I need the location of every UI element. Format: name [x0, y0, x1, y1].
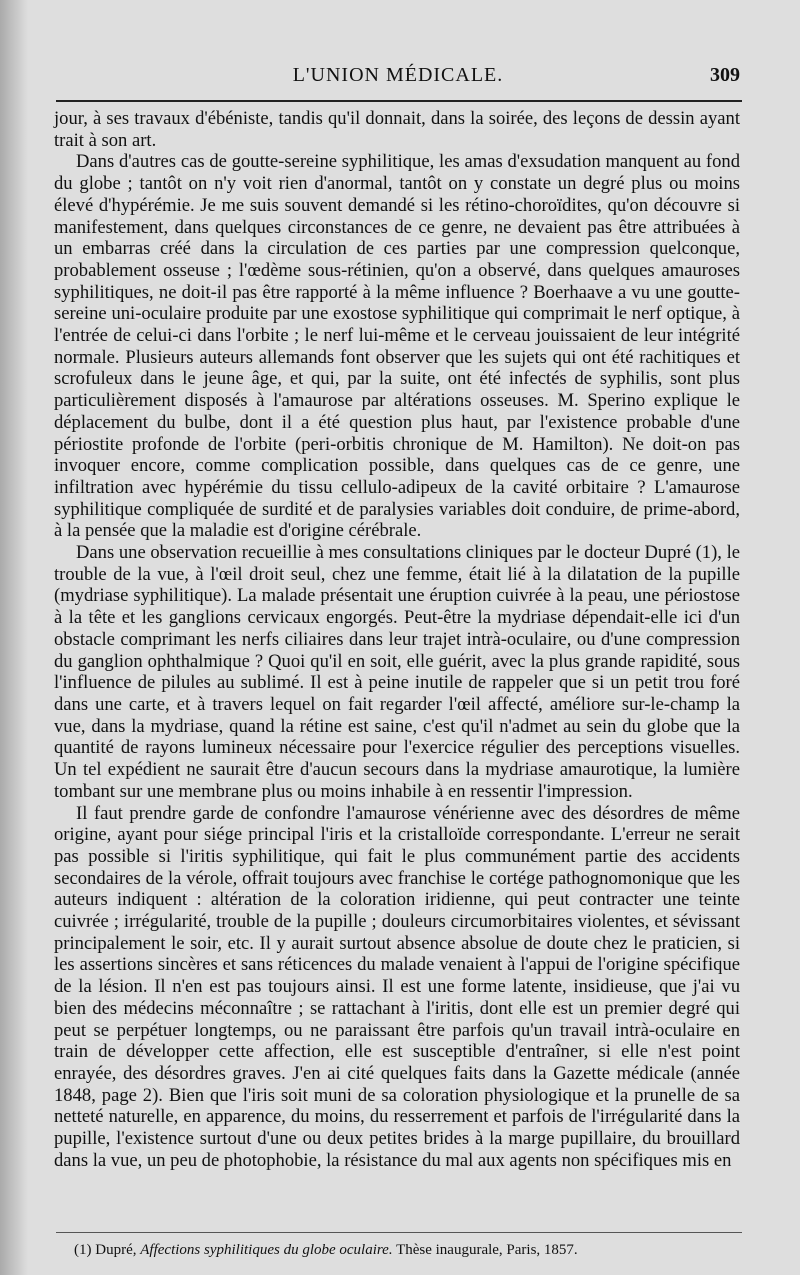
footnote — [74, 1240, 734, 1260]
page-number: 309 — [710, 64, 740, 86]
header-rule — [56, 100, 742, 102]
journal-title: L'UNION MÉDICALE. — [292, 64, 504, 86]
paragraph-2: Dans d'autres cas de goutte-sereine syphilitique, les amas d'exsudation manquent au fond du globe ; tantôt on n'y voit rien d'anormal, tantôt on y constate un degré plus ou moins élevé d'hypérémie. Je me suis souvent demandé si les rétino-choroïdites, qu'on découvre si manifestement, dans quelques circonstances de ce genre, ne devaient pas être attribuées à un embarras créé dans la circulation de ces parties par une compression quelconque, probablement osseuse ; l'œdème sous-rétinien, qu'on a observé, dans quelques amauroses syphilitiques, ne doit-il pas être rapporté à la même influence ? Boerhaave a vu une goutte-sereine uni-oculaire produite par une exostose syphilitique qui comprimait le nerf optique, à l'entrée de celui-ci dans l'orbite ; le nerf lui-même et le cerveau jouissaient de leur intégrité normale. Plusieurs auteurs allemands font observer que les sujets qui ont été rachitiques et scrofuleux dans le jeune âge, et qui, par la suite, ont été infectés de syphilis, sont plus particulièrement disposés à l'amaurose par altérations osseuses. M. Sperino explique le déplacement du bulbe, dont il a été question plus haut, par l'existence probable d'une périostite profonde de l'orbite (peri-orbitis chronique de M. Hamilton). Ne doit-on pas invoquer encore, comme complication possible, dans quelques cas de ce genre, une infiltration avec hypérémie du tissu cellulo-adipeux de la cavité orbitaire ? L'amaurose syphilitique compliquée de surdité et de paralysies variables doit conduire, de prime-abord, à la pensée que la maladie est d'origine cérébrale. — [54, 151, 740, 542]
footnote-marker: (1) — [74, 1242, 92, 1258]
footnote-rest: Thèse inaugurale, Paris, 1857. — [396, 1242, 578, 1258]
footnote-title: Affections syphilitiques du globe oculaire. — [140, 1242, 393, 1258]
footnote-author: Dupré, — [95, 1242, 137, 1258]
footnote-rule — [56, 1232, 742, 1233]
paragraph-4: Il faut prendre garde de confondre l'amaurose vénérienne avec des désordres de même origine, ayant pour siége principal l'iris et la cristalloïde correspondante. L'erreur ne serait pas possible si l'iritis syphilitique, qui fait le plus communément partie des accidents secondaires de la vérole, offrait toujours avec franchise le cortége pathognomonique que les auteurs indiquent : altération de la coloration iridienne, qui peut contracter une teinte cuivrée ; irrégularité, trouble de la pupille ; douleurs circumorbitaires violentes, et sévissant principalement le soir, etc. Il y aurait surtout absence absolue de doute chez le praticien, si les assertions sincères et sans réticences du malade venaient à l'appui de l'origine spécifique de la lésion. Il n'en est pas toujours ainsi. Il est une forme latente, insidieuse, que j'ai vu bien des médecins méconnaître ; se rattachant à l'iritis, dont elle est un premier degré qui peut se perpétuer longtemps, ou ne paraissant être parfois qu'un travail intrà-oculaire en train de développer cette affection, elle est susceptible d'entraîner, si elle n'est point enrayée, des désordres graves. J'en ai cité quelques faits dans la Gazette médicale (année 1848, page 2). Bien que l'iris soit muni de sa coloration physiologique et la prunelle de sa netteté naturelle, en apparence, du moins, du resserrement et parfois de l'irrégularité dans la pupille, l'existence surtout d'une ou deux petites brides à la marge pupillaire, du brouillard dans la vue, un peu de photophobie, la résistance du mal aux agents non spécifiques mis en — [54, 802, 740, 1171]
paragraph-3: Dans une observation recueillie à mes consultations cliniques par le docteur Dupré (1), le trouble de la vue, à l'œil droit seul, chez une femme, était lié à la dilatation de la pupille (mydriase syphilitique). La malade présentait une éruption cuivrée à la peau, une périostose à la tête et les ganglions cervicaux engorgés. Peut-être la mydriase dépendait-elle ici d'un obstacle comprimant les nerfs ciliaires dans leur trajet intrà-oculaire, ou d'une compression du ganglion ophthalmique ? Quoi qu'il en soit, elle guérit, avec la plus grande rapidité, sous l'influence de pilules au sublimé. Il est à peine inutile de rappeler que si un petit trou foré dans une carte, et à travers lequel on fait regarder l'œil affecté, améliore sur-le-champ la vue, dans la mydriase, quand la rétine est saine, c'est qu'il n'admet au sein du globe que la quantité de rayons lumineux nécessaire pour l'exercice régulier des perceptions visuelles. Un tel expédient ne saurait être d'aucun secours dans la mydriase amaurotique, la lumière tombant sur une membrane plus ou moins inhabile à en ressentir l'impression. — [54, 542, 740, 802]
article-body — [54, 108, 740, 1171]
running-header — [56, 64, 740, 94]
paragraph-1: jour, à ses travaux d'ébéniste, tandis qu'il donnait, dans la soirée, des leçons de dessin ayant trait à son art. — [54, 108, 740, 151]
